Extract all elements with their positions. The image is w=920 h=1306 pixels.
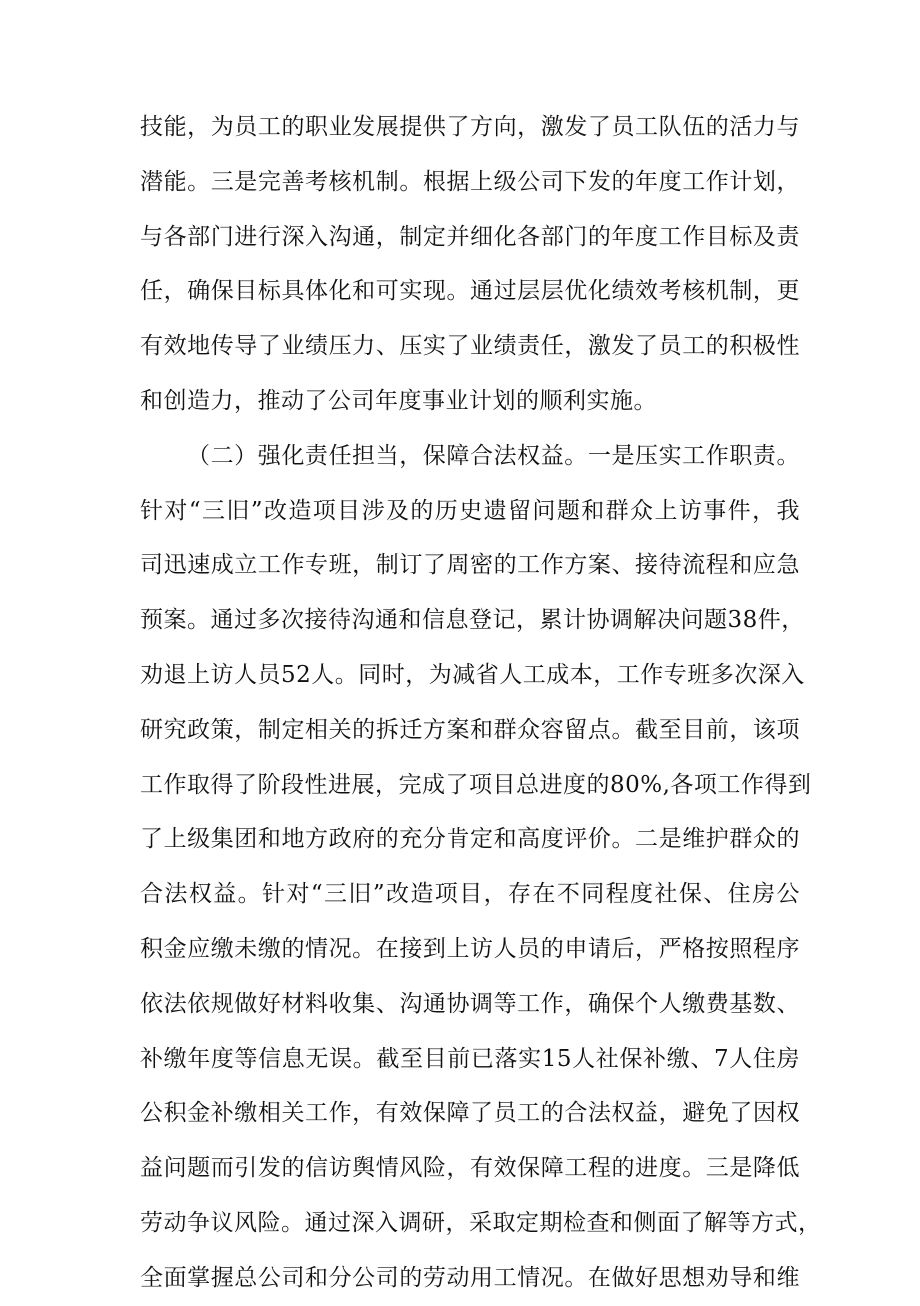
text-line: 积金应缴未缴的情况。在接到上访人员的申请后，严格按照程序 [140, 935, 800, 962]
text-line: 和创造力，推动了公司年度事业计划的顺利实施。 [140, 387, 657, 414]
text-line: 技能，为员工的职业发展提供了方向，激发了员工队伍的活力与 [140, 114, 800, 140]
text-line: 劝退上访人员52人。同时，为减省人工成本，工作专班多次深入 [140, 661, 805, 688]
text-line: 依法依规做好材料收集、沟通协调等工作，确保个人缴费基数、 [140, 990, 800, 1017]
text-line: 与各部门进行深入沟通，制定并细化各部门的年度工作目标及责 [140, 223, 800, 250]
text-line: 司迅速成立工作专班，制订了周密的工作方案、接待流程和应急 [140, 552, 800, 579]
text-line: 全面掌握总公司和分公司的劳动用工情况。在做好思想劝导和维 [140, 1264, 800, 1291]
body-text [140, 100, 822, 1306]
text-line: 潜能。三是完善考核机制。根据上级公司下发的年度工作计划， [140, 168, 800, 195]
text-line: 任，确保目标具体化和可实现。通过层层优化绩效考核机制，更 [140, 278, 800, 305]
text-line: 了上级集团和地方政府的充分肯定和高度评价。二是维护群众的 [140, 826, 800, 853]
text-line: 益问题而引发的信访舆情风险，有效保障工程的进度。三是降低 [140, 1155, 800, 1182]
text-line: 工作取得了阶段性进展，完成了项目总进度的80%,各项工作得到 [140, 771, 812, 798]
section-heading-line: （二）强化责任担当，保障合法权益。一是压实工作职责。 [187, 442, 800, 469]
text-line: 研究政策，制定相关的拆迁方案和群众容留点。截至目前，该项 [140, 716, 800, 743]
text-line: 有效地传导了业绩压力、压实了业绩责任，激发了员工的积极性 [140, 333, 800, 360]
text-line: 针对“三旧”改造项目涉及的历史遗留问题和群众上访事件，我 [140, 497, 800, 524]
text-line: 劳动争议风险。通过深入调研，采取定期检查和侧面了解等方式， [140, 1209, 822, 1236]
text-line: 合法权益。针对“三旧”改造项目，存在不同程度社保、住房公 [140, 881, 800, 908]
text-line: 预案。通过多次接待沟通和信息登记，累计协调解决问题38件， [140, 607, 805, 634]
text-line: 补缴年度等信息无误。截至目前已落实15人社保补缴、7人住房 [140, 1045, 800, 1072]
text-line: 公积金补缴相关工作，有效保障了员工的合法权益，避免了因权 [140, 1100, 800, 1127]
